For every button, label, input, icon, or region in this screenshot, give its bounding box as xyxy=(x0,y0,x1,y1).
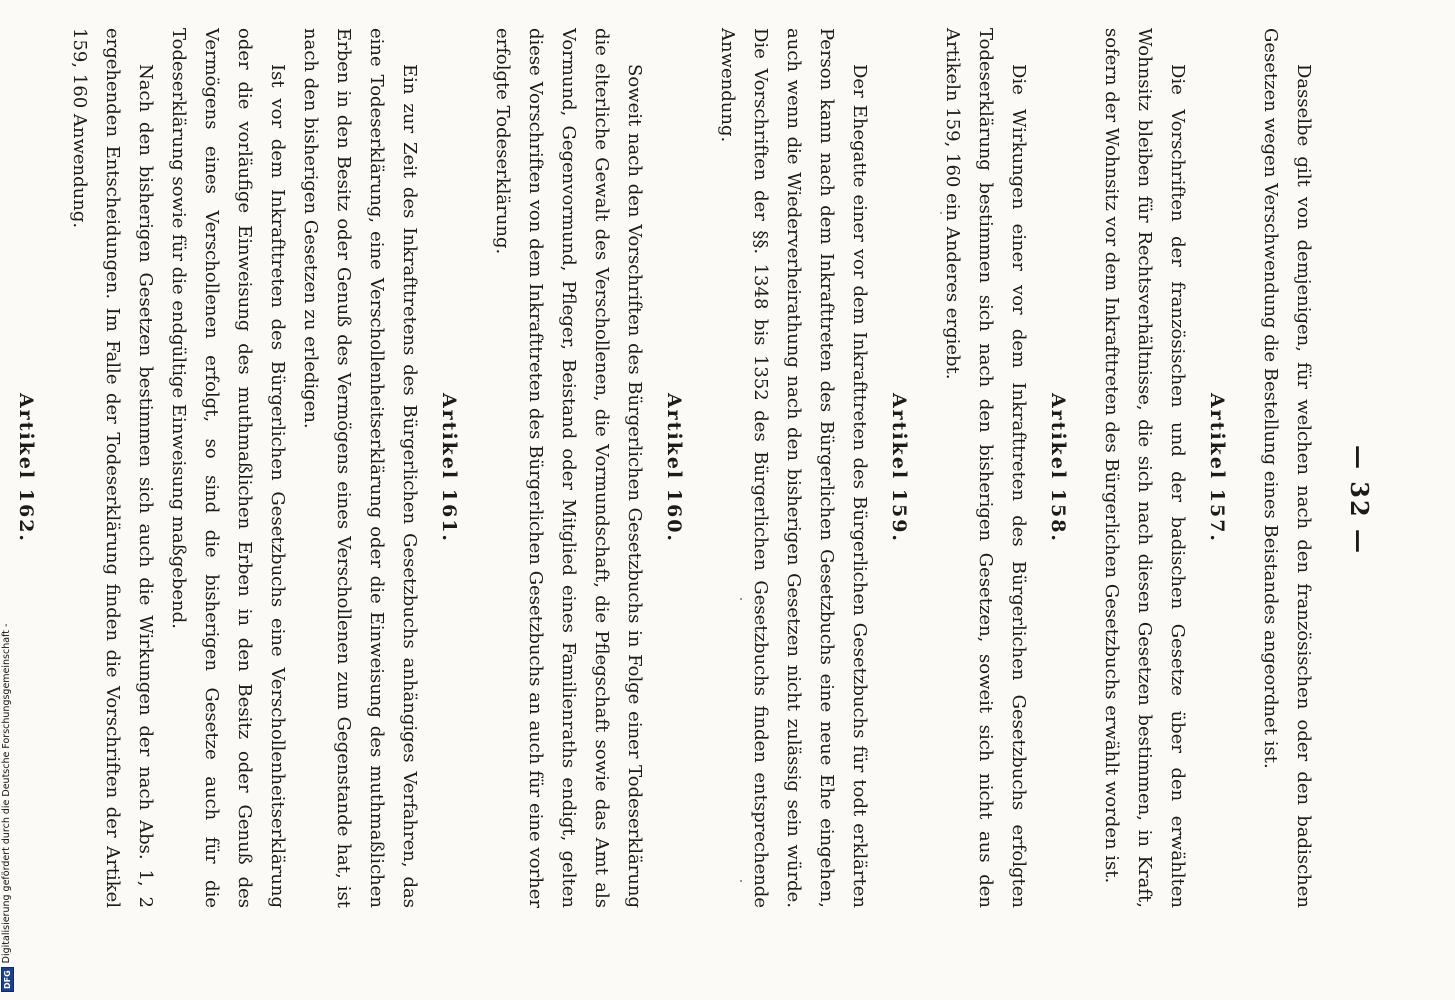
article-heading: Artikel 157. xyxy=(1206,392,1228,544)
scan-speck xyxy=(940,212,942,214)
article-159 xyxy=(711,28,914,908)
article-heading: Artikel 160. xyxy=(663,392,685,544)
article-160 xyxy=(486,28,689,908)
intro-paragraph: Dasselbe gilt von demjenigen, für welchen nach den französischen oder den badischen Gesetzen wegen Verschwendung die Bestellung eines Beistandes angeordnet ist. xyxy=(1260,28,1314,908)
page-body xyxy=(0,28,1320,908)
article-paragraph: Soweit nach den Vorschriften des Bürgerlichen Gesetzbuchs in Folge einer Todeserklärung die elterliche Gewalt des Verschollenen, die Vormundschaft, die Pflegschaft sowie das Amt als Vormund, Gegenvormund, Pfleger, Beistand oder Mitglied eines Familienraths endigt, gelten diese Vorschriften von dem Inkrafttreten des Bürgerlichen Gesetzbuchs an auch für eine vorher erfolgte Todeserklärung. xyxy=(492,28,645,908)
article-158 xyxy=(936,28,1073,908)
rotated-page-content xyxy=(15,0,1400,1000)
article-paragraph xyxy=(0,28,3,908)
article-paragraph: Ist vor dem Inkrafttreten des Bürgerlichen Gesetzbuchs eine Verschollenheitserklärung oder die vorläufige Einweisung des muthmaßlichen Erben in den Besitz oder Genuß des Vermögens eines Verschollenen erfolgt, so sind die bisherigen Gesetze auch für die Todeserklärung sowie für die endgültige Einweisung maßgebend. xyxy=(168,28,288,908)
scanned-page xyxy=(15,0,1400,1000)
article-heading: Artikel 162. xyxy=(15,392,37,544)
article-paragraph: Die Vorschriften der französischen und der badischen Gesetze über den erwählten Wohnsitz bleiben für Rechtsverhältnisse, die sich nach diesen Gesetzen bestimmen, in Kraft, sofern der Wohnsitz vor dem Inkrafttreten des Bürgerlichen Gesetzbuchs erwählt worden ist. xyxy=(1101,28,1188,908)
article-heading: Artikel 161. xyxy=(438,392,460,544)
scan-speck xyxy=(740,880,742,882)
credit-text: Digitalisierung gefördert durch die Deutsche Forschungsgemeinschaft - xyxy=(1,623,12,964)
article-paragraph: Der Ehegatte einer vor dem Inkrafttreten des Bürgerlichen Gesetzbuchs für todt erklärten Person kann nach dem Inkrafttreten des Bürgerlichen Gesetzbuchs eine neue Ehe eingehen, auch wenn die Wiederverheirathung nach den bisherigen Gesetzen nicht zulässig sein würde. Die Vorschriften der §§. 1348 bis 1352 des Bürgerlichen Gesetzbuchs finden entsprechende Anwendung. xyxy=(717,28,870,908)
article-161 xyxy=(63,28,464,908)
article-heading: Artikel 159. xyxy=(888,392,910,544)
article-paragraph: Nach den bisherigen Gesetzen bestimmen sich auch die Wirkungen der nach Abs. 1, 2 ergehenden Entscheidungen. Im Falle der Todeserklärung finden die Vorschriften der Artikel 159, 160 Anwendung. xyxy=(69,28,156,908)
scan-speck xyxy=(740,598,742,600)
article-157 xyxy=(1095,28,1232,908)
article-heading: Artikel 158. xyxy=(1047,392,1069,544)
page-number: — 32 — xyxy=(1345,444,1374,556)
article-162 xyxy=(0,28,41,908)
article-paragraph: Ein zur Zeit des Inkrafttretens des Bürgerlichen Gesetzbuchs anhängiges Verfahren, das eine Todeserklärung, eine Verschollenheitserklärung oder die Einweisung des muthmaßlichen Erben in den Besitz oder Genuß des Vermögens eines Verschollenen zum Gegenstande hat, ist nach den bisherigen Gesetzen zu erledigen. xyxy=(300,28,420,908)
article-paragraph: Die Wirkungen einer vor dem Inkrafttreten des Bürgerlichen Gesetzbuchs erfolgten Todeserklärung bestimmen sich nach den bisherigen Gesetzen, soweit sich nicht aus den Artikeln 159, 160 ein Anderes ergiebt. xyxy=(942,28,1029,908)
dfg-logo: DFG xyxy=(1,967,14,992)
